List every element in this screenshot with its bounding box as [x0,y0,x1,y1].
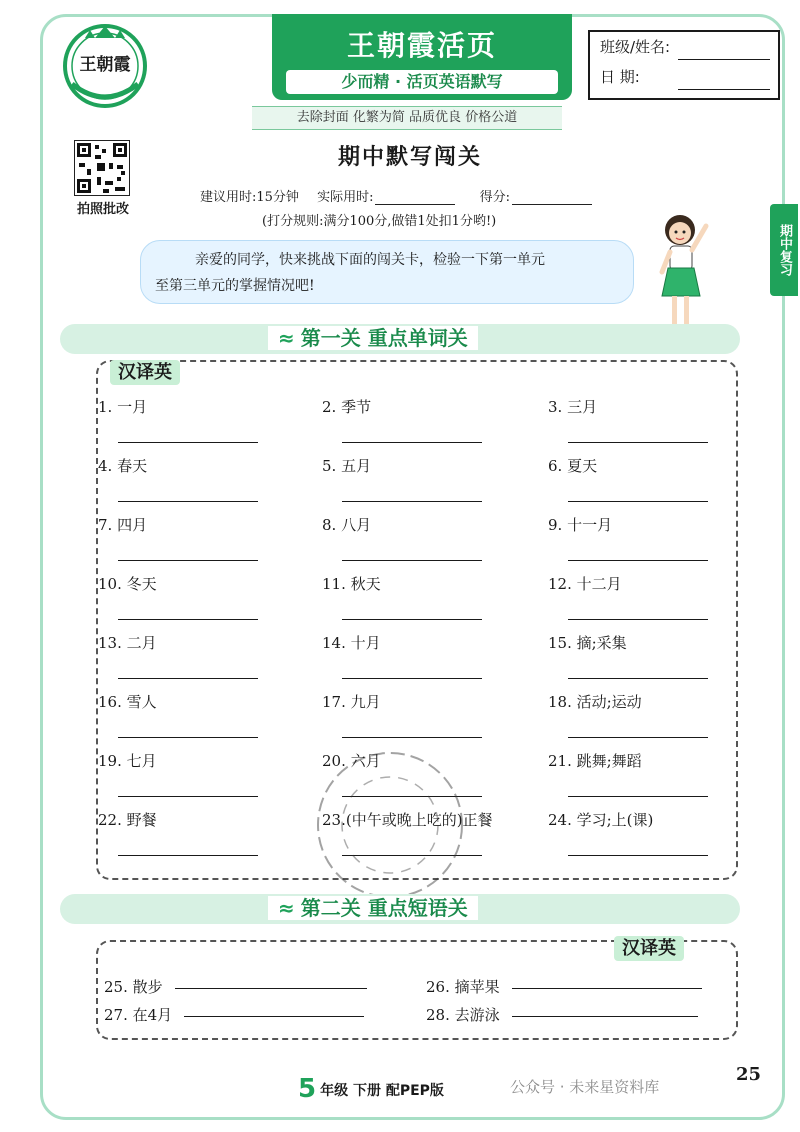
word-item: 12. 十二月 [548,575,622,593]
score-field[interactable] [512,191,592,205]
word-item: 17. 九月 [322,693,381,711]
word-item: 23.(中午或晚上吃的)正餐 [322,811,493,829]
answer-line[interactable] [118,855,258,856]
date-field[interactable] [678,89,770,90]
girl-illustration [650,206,714,338]
answer-line[interactable] [118,737,258,738]
word-item: 19. 七月 [98,752,157,770]
student-info-box [588,30,780,100]
answer-line[interactable] [118,678,258,679]
word-item: 7. 四月 [98,516,148,534]
intro-line-2: 至第三单元的掌握情况吧! [155,278,315,294]
phrase-answer-line[interactable] [184,1016,364,1017]
class-name-label: 班级/姓名: [600,38,671,56]
logo-text: 王朝霞 [79,55,131,75]
phrase-label: 28. 去游泳 [426,1006,500,1024]
brand-title: 王朝霞活页 [346,29,497,62]
answer-line[interactable] [342,619,482,620]
stamp-watermark [300,740,480,910]
answer-line[interactable] [118,442,258,443]
phrase-label: 25. 散步 [104,978,163,996]
actual-time-label: 实际用时: [317,190,374,205]
word-item: 16. 雪人 [98,693,157,711]
answer-line[interactable] [118,619,258,620]
word-item: 3. 三月 [548,398,598,416]
time-info-row [200,186,600,205]
phrase-item [104,1004,364,1025]
grade-footer [298,1074,444,1104]
answer-line[interactable] [342,560,482,561]
answer-line[interactable] [568,737,708,738]
word-item: 11. 秋天 [322,575,381,593]
qr-code[interactable] [74,140,130,196]
answer-line[interactable] [568,678,708,679]
word-item: 5. 五月 [322,457,372,475]
word-item: 1. 一月 [98,398,148,416]
section2-heading: 第二关 重点短语关 [300,896,468,920]
answer-line[interactable] [118,796,258,797]
answer-line[interactable] [568,560,708,561]
section2-heading-wrap [268,892,478,921]
answer-line[interactable] [568,796,708,797]
word-item: 10. 冬天 [98,575,157,593]
word-item: 21. 跳舞;舞蹈 [548,752,642,770]
wave-icon: ≈ [278,896,295,920]
intro-line-1: 亲爱的同学，快来挑战下面的闯关卡，检验一下第一单元 [195,252,545,268]
answer-line[interactable] [342,678,482,679]
class-name-row [600,36,770,64]
page-number: 25 [736,1064,762,1085]
phrase-item [104,976,367,997]
section1-heading-wrap [268,322,478,351]
side-tab: 期中复习 [770,204,798,296]
section1-heading: 第一关 重点单词关 [300,326,468,350]
word-item: 24. 学习;上(课) [548,811,654,829]
phrase-answer-line[interactable] [175,988,367,989]
score-label: 得分: [479,190,510,205]
scoring-rule: (打分规则:满分100分,做错1处扣1分哟!) [262,214,497,229]
word-item: 4. 春天 [98,457,148,475]
date-label: 日 期: [600,68,640,86]
section2-tag: 汉译英 [614,936,684,961]
phrase-label: 26. 摘苹果 [426,978,500,996]
class-name-field[interactable] [678,59,770,60]
wave-icon: ≈ [278,326,295,350]
word-item: 9. 十一月 [548,516,613,534]
phrase-label: 27. 在4月 [104,1006,173,1024]
answer-line[interactable] [342,442,482,443]
answer-line[interactable] [342,737,482,738]
date-row [600,66,770,94]
word-item: 6. 夏天 [548,457,598,475]
answer-line[interactable] [568,855,708,856]
answer-line[interactable] [568,501,708,502]
wechat-watermark: 公众号 · 未来星资料库 [510,1078,660,1096]
word-item: 2. 季节 [322,398,372,416]
slogan-bar: 去除封面 化繁为简 品质优良 价格公道 [252,106,562,130]
section2-tag-wrap [614,934,684,960]
suggested-time: 建议用时:15分钟 [200,190,299,205]
word-item: 20. 六月 [322,752,381,770]
brand-subtitle: 少而精 · 活页英语默写 [286,70,558,94]
answer-line[interactable] [568,442,708,443]
grade-text: 年级 下册 配PEP版 [320,1083,444,1099]
phrase-answer-line[interactable] [512,1016,698,1017]
grade-number: 5 [298,1074,317,1104]
section1-tag: 汉译英 [110,360,180,385]
page-title: 期中默写闯关 [337,145,482,170]
phrase-item [426,1004,698,1025]
phrase-item [426,976,702,997]
header-banner [272,14,572,100]
answer-line[interactable] [568,619,708,620]
word-item: 14. 十月 [322,634,381,652]
answer-line[interactable] [118,560,258,561]
intro-bubble [140,240,634,304]
answer-line[interactable] [118,501,258,502]
section1-tag-wrap [110,358,180,384]
actual-time-field[interactable] [375,191,455,205]
word-item: 18. 活动;运动 [548,693,642,711]
qr-caption: 拍照批改 [76,202,129,217]
word-item: 15. 摘;采集 [548,634,627,652]
phrase-answer-line[interactable] [512,988,702,989]
word-item: 13. 二月 [98,634,157,652]
word-item: 8. 八月 [322,516,372,534]
answer-line[interactable] [342,501,482,502]
word-item: 22. 野餐 [98,811,157,829]
